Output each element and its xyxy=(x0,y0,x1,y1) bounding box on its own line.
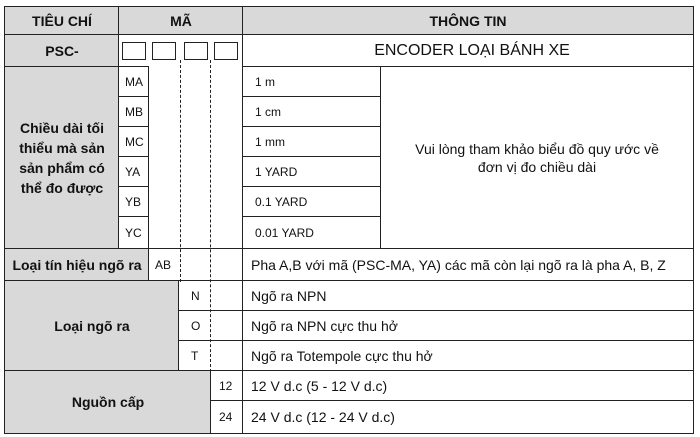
power-code-12 xyxy=(210,370,244,402)
output-info-t xyxy=(242,340,694,372)
guide-line-1 xyxy=(180,60,181,282)
length-code-ma xyxy=(118,66,150,98)
guide-line-2 xyxy=(210,60,211,372)
psc-label xyxy=(4,34,120,68)
length-value-mc xyxy=(242,126,382,158)
length-label-text: Chiều dài tối thiểu mà sản sản phẩm có thể đo được xyxy=(19,120,105,196)
code-box-3 xyxy=(184,42,208,60)
output-code-t-text: T xyxy=(191,349,199,363)
length-code-mb-text: MB xyxy=(125,105,143,119)
length-value-yb xyxy=(242,186,382,218)
length-code-ya-text: YA xyxy=(125,165,141,179)
length-note-text: Vui lòng tham khảo biểu đồ quy ước về đơn vị đo chiều dài xyxy=(415,141,659,175)
code-box-1 xyxy=(122,42,146,60)
header-info-text: THÔNG TIN xyxy=(429,13,507,29)
length-value-yc-text: 0.01 YARD xyxy=(255,226,314,240)
signal-code xyxy=(148,248,244,282)
length-value-mb-text: 1 cm xyxy=(255,105,282,119)
psc-title-text: ENCODER LOẠI BÁNH XE xyxy=(374,42,570,59)
length-label xyxy=(4,66,120,250)
length-code-mc xyxy=(118,126,150,158)
length-value-mc-text: 1 mm xyxy=(255,135,285,149)
output-code-o-text: O xyxy=(191,319,201,333)
output-code-o xyxy=(178,310,244,342)
length-code-ya xyxy=(118,156,150,188)
output-info-n-text: Ngõ ra NPN xyxy=(251,288,327,304)
header-criteria-text: TIÊU CHÍ xyxy=(32,13,92,29)
header-code-text: MÃ xyxy=(170,13,192,29)
signal-label-text: Loại tín hiệu ngõ ra xyxy=(12,257,142,273)
output-info-o xyxy=(242,310,694,342)
header-info xyxy=(242,6,694,36)
header-code xyxy=(118,6,244,36)
power-info-24 xyxy=(242,400,694,434)
output-label-text: Loại ngõ ra xyxy=(54,318,130,334)
psc-title xyxy=(242,34,694,68)
length-value-ya xyxy=(242,156,382,188)
output-info-t-text: Ngõ ra Totempole cực thu hở xyxy=(251,348,433,364)
output-info-n xyxy=(242,280,694,312)
signal-info-text: Pha A,B với mã (PSC-MA, YA) các mã còn lại ngõ ra là pha A, B, Z xyxy=(251,257,666,273)
power-info-12-text: 12 V d.c (5 - 12 V d.c) xyxy=(251,378,388,394)
length-code-yc xyxy=(118,216,150,250)
length-value-ya-text: 1 YARD xyxy=(255,165,298,179)
length-code-mb xyxy=(118,96,150,128)
power-label xyxy=(4,370,212,434)
length-code-ma-text: MA xyxy=(125,75,143,89)
signal-info xyxy=(242,248,694,282)
spec-table xyxy=(4,6,694,434)
output-code-n xyxy=(178,280,244,312)
length-code-yb-text: YB xyxy=(125,195,142,209)
code-box-2 xyxy=(152,42,176,60)
power-code-24 xyxy=(210,400,244,434)
length-value-ma xyxy=(242,66,382,98)
signal-code-text: AB xyxy=(155,258,172,272)
length-code-yb xyxy=(118,186,150,218)
header-criteria xyxy=(4,6,120,36)
length-code-spacer xyxy=(148,66,244,250)
signal-label xyxy=(4,248,150,282)
length-code-yc-text: YC xyxy=(125,226,142,240)
code-box-4 xyxy=(214,42,238,60)
length-note xyxy=(380,66,694,250)
length-value-ma-text: 1 m xyxy=(255,75,276,89)
length-code-mc-text: MC xyxy=(125,135,144,149)
power-code-24-text: 24 xyxy=(219,410,233,424)
power-info-24-text: 24 V d.c (12 - 24 V d.c) xyxy=(251,409,395,425)
output-info-o-text: Ngõ ra NPN cực thu hở xyxy=(251,318,398,334)
power-code-12-text: 12 xyxy=(219,379,233,393)
length-value-yb-text: 0.1 YARD xyxy=(255,195,308,209)
power-info-12 xyxy=(242,370,694,402)
output-code-t xyxy=(178,340,244,372)
power-label-text: Nguồn cấp xyxy=(71,394,145,410)
length-value-mb xyxy=(242,96,382,128)
output-code-n-text: N xyxy=(191,289,200,303)
output-label xyxy=(4,280,180,372)
length-value-yc xyxy=(242,216,382,250)
psc-label-text: PSC- xyxy=(45,43,79,59)
